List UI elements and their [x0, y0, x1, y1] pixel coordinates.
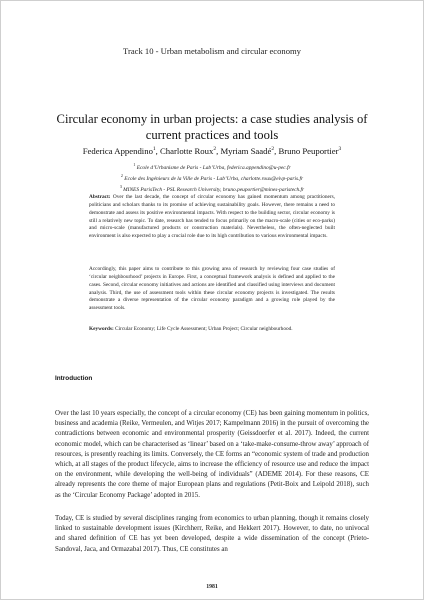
page-number: 1981	[206, 584, 218, 590]
author: Bruno Peuportier$^3$	[278, 146, 342, 156]
abstract-paragraph: Accordingly, this paper aims to contribute to this growing area of research by reviewing four case studies of ‘circular neighbourhood’ projects in Europe. First, a conceptual framework analysis is defined and applied to the cases. Second, circular economy initiatives and actions are identified and classified using interviews and document analysis. Third, the use of assessment tools within these circular economy projects is investigated. The results demonstrate a diverse representation of the circular economy paradigm and a growing role played by the assessment tools.	[89, 266, 335, 312]
track-header: Track 10 - Urban metabolism and circular economy	[123, 46, 301, 56]
affiliations	[31, 161, 393, 194]
author: Charlotte Roux$^2$,	[160, 146, 221, 156]
body-paragraph: Today, CE is studied by several disciplines ranging from economics to urban planning, though it remains closely linked to sustainable development issues (Kirchherr, Reike, and Hekkert 2017). However, to date, no univocal and shared definition of CE has yet been developed, despite a wide dissemination of the concept (Prieto-Sandoval, Jaca, and Ormazabal 2017). Thus, CE constitutes an	[55, 515, 369, 553]
affiliation: $^3$ MINES ParisTech - PSL Research University, bruno.peuportier@mines-paristech.fr	[119, 184, 305, 193]
affiliation: $^1$ Ecole d’Urbanisme de Paris - Lab’Urba, federica.appendino@u-pec.fr	[133, 162, 291, 171]
paper-title: Circular economy in urban projects: a case studies analysis of current practices and tools	[56, 112, 368, 142]
body-paragraph: Over the last 10 years especially, the concept of a circular economy (CE) has been gaining momentum in politics, business and academia (Reike, Vermeulen, and Witjes 2017; Kampelmann 2016) in the pursuit of overcoming the contradictions between economic and environmental prosperity (Geissdoerfer et al. 2017). Indeed, the current economic model, which can be characterised as ‘linear’ based on a ‘take-make-consume-throw away’ approach of resources, is presently reaching its limits. Conversely, the CE forms an “economic system of trade and production which, at all stages of the product lifecycle, aims to increase the efficiency of resource use and reduce the impact on the environment, while developing the well-being of individuals” (ADEME 2014). For these reasons, CE already represents the core theme of major European plans and regulations (Petit-Boix and Leipold 2018), such as the ‘Circular Economy Package’ adopted in 2015.	[55, 410, 369, 499]
abstract-paragraph: Abstract: Over the last decade, the concept of circular economy has gained momentum among practitioners, politicians and scholars thanks to its promise of achieving sustainability goals. However, there remains a need to demonstrate and assess its positive environmental impacts. With respect to the building sector, circular economy is still a relatively new topic. To date, research has tended to focus primarily on the macro-scale (cities or eco-parks) and micro-scale (manufactured products or construction materials). Nevertheless, the often-neglected built environment is also expected to play a crucial role due to its high contribution to various environmental impacts.	[89, 194, 335, 240]
section-heading: Introduction	[55, 375, 93, 382]
keywords: Keywords: Circular Economy; Life Cycle Assessment; Urban Project; Circular neighbourhood.	[89, 326, 293, 332]
affiliation: $^2$ Ecole des Ingénieurs de la Ville de Paris - Lab’Urba, charlotte.roux@eivp-paris.fr	[120, 173, 304, 182]
author: Federica Appendino$^1$,	[82, 146, 161, 156]
author: Myriam Saadé$^2$,	[220, 146, 279, 156]
author-list	[31, 146, 393, 156]
